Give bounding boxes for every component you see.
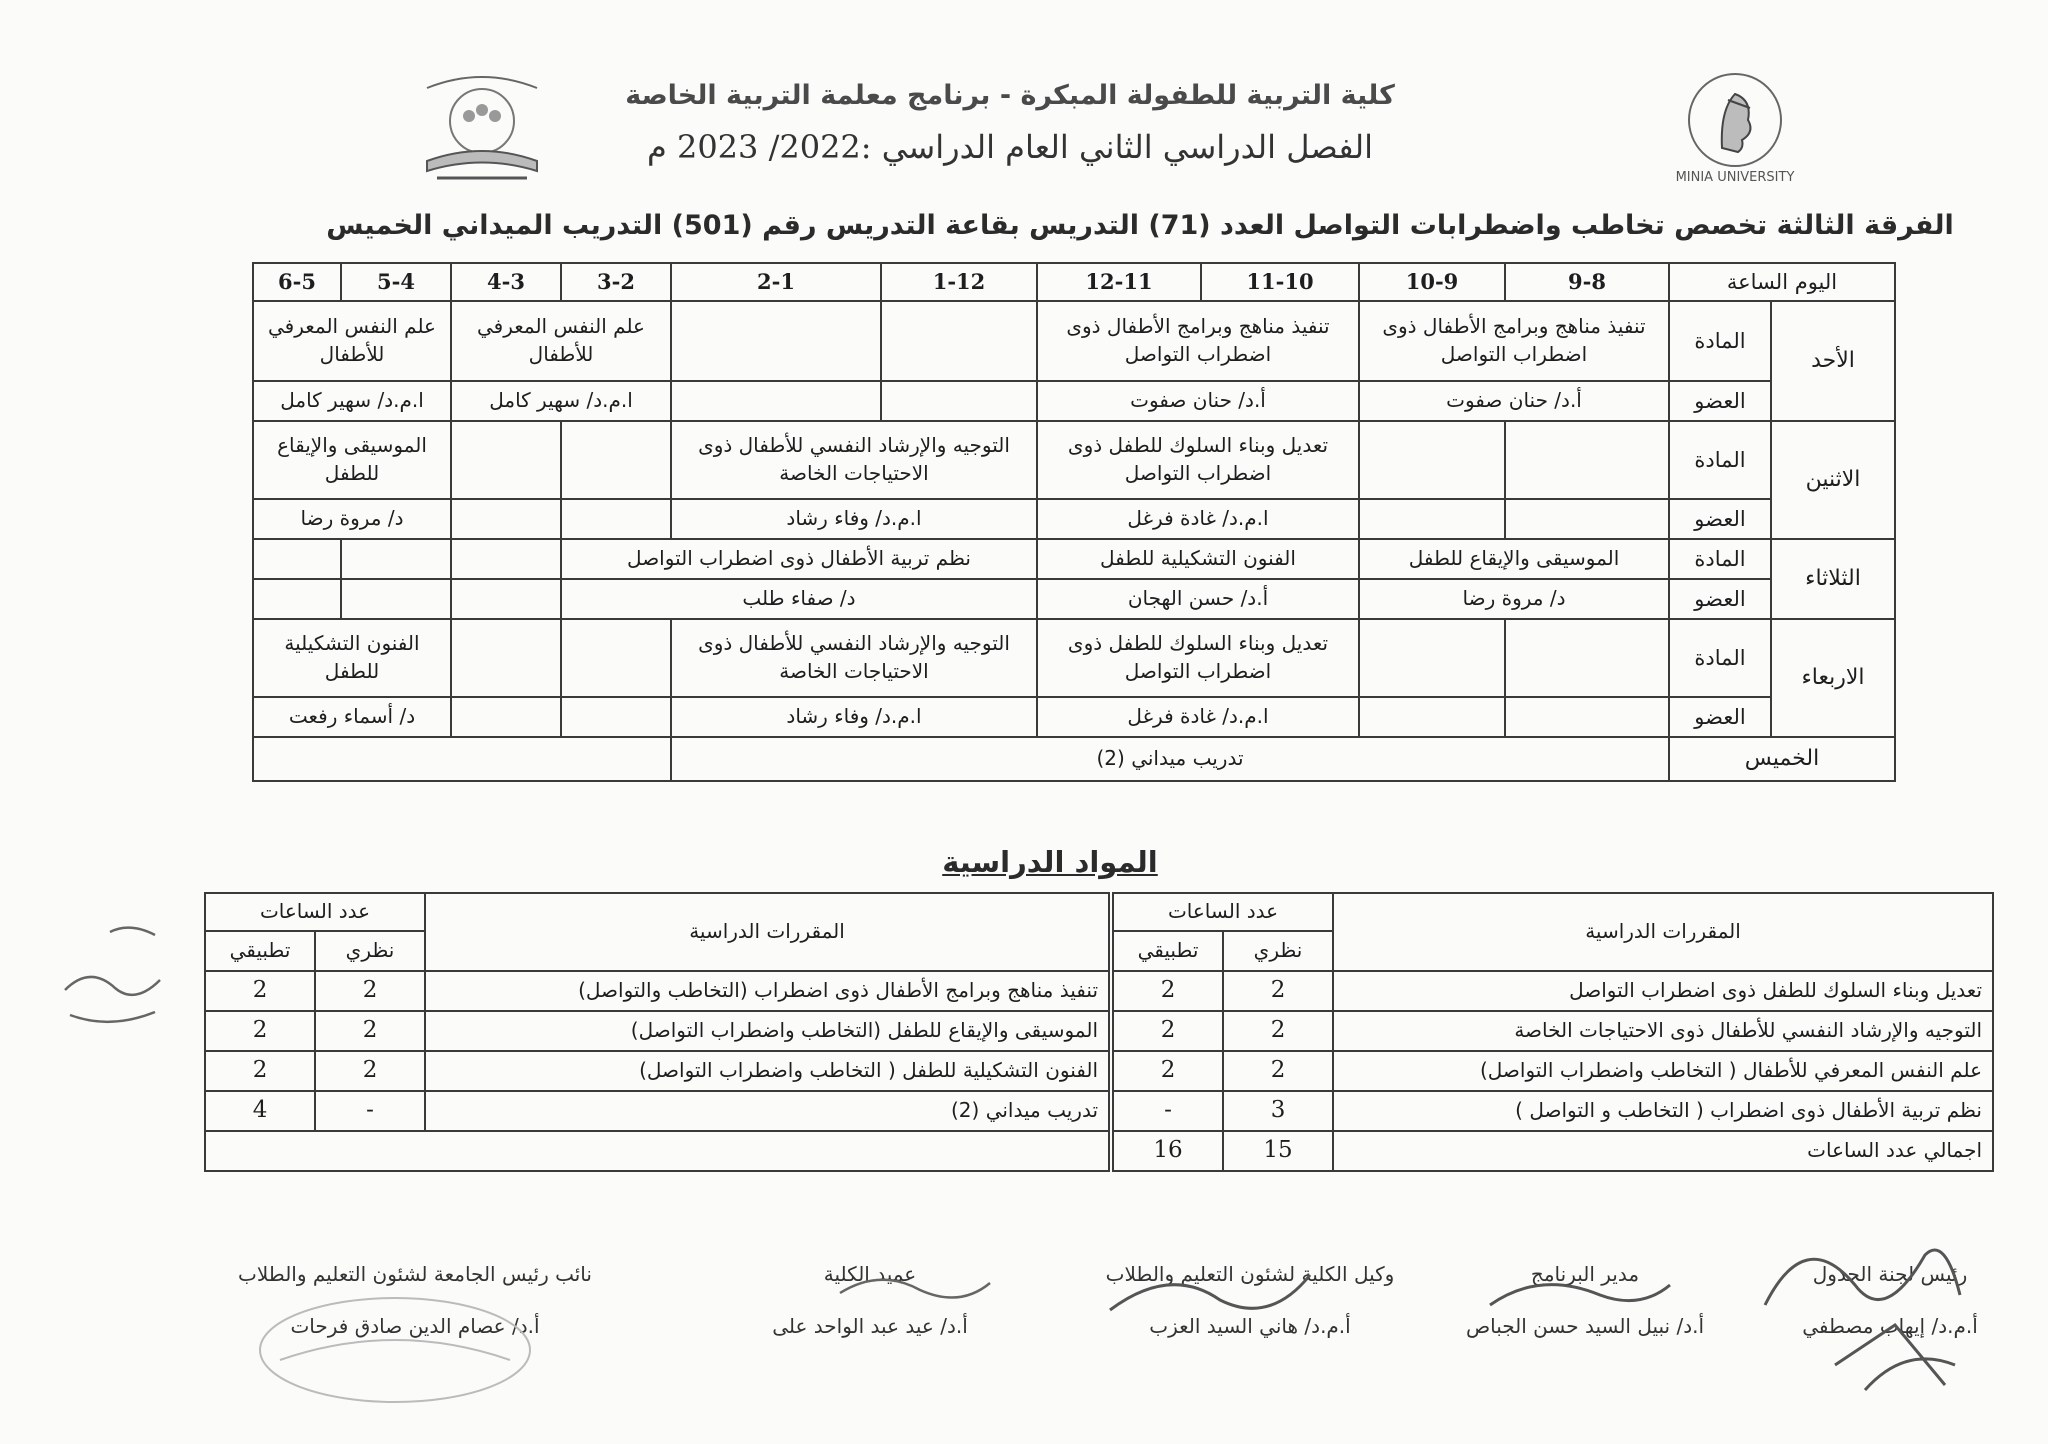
theory-hours: 2	[315, 971, 425, 1011]
signature-title: رئيس لجنة الجدول	[1812, 1262, 1968, 1286]
signature-name: أ.م.د/ إيهاب مصطفي	[1802, 1314, 1978, 1338]
row-label-subject: المادة	[1669, 619, 1771, 697]
table-row	[205, 1011, 1109, 1051]
slot-header: 2-1	[671, 263, 881, 301]
practical-header: تطبيقي	[1113, 931, 1223, 971]
schedule-cell: ا.م.د/ سهير كامل	[253, 381, 451, 421]
table-row	[205, 1051, 1109, 1091]
day-label-wednesday: الاربعاء	[1771, 619, 1895, 737]
day-label-sunday: الأحد	[1771, 301, 1895, 421]
empty-cell	[341, 539, 451, 579]
schedule-cell: د/ أسماء رفعت	[253, 697, 451, 737]
theory-header: نظري	[1223, 931, 1333, 971]
slot-header: 3-2	[561, 263, 671, 301]
schedule-cell: ا.م.د/ غادة فرغل	[1037, 697, 1359, 737]
empty-cell	[451, 579, 561, 619]
empty-cell	[1359, 697, 1505, 737]
handwritten-signature-icon	[1100, 1265, 1320, 1325]
empty-cell	[881, 381, 1037, 421]
schedule-cell: د/ صفاء طلب	[561, 579, 1037, 619]
empty-cell	[1505, 697, 1669, 737]
schedule-cell: د/ مروة رضا	[253, 499, 451, 539]
practical-hours: 2	[205, 1011, 315, 1051]
class-info-title: الفرقة الثالثة تخصص تخاطب واضطرابات التواصل العدد (71) التدريس بقاعة التدريس رقم (501) التدريب الميداني الخميس	[326, 210, 1954, 241]
stamp-icon	[250, 1290, 540, 1410]
empty-cell	[1359, 619, 1505, 697]
day-label-monday: الاثنين	[1771, 421, 1895, 539]
wednesday-subject-row	[253, 619, 1895, 697]
row-label-member: العضو	[1669, 579, 1771, 619]
empty-cell	[881, 301, 1037, 381]
schedule-cell: أ.د/ حنان صفوت	[1037, 381, 1359, 421]
header-college-program: كلية التربية للطفولة المبكرة - برنامج معلمة التربية الخاصة	[625, 80, 1395, 111]
schedule-cell: ا.م.د/ وفاء رشاد	[671, 697, 1037, 737]
row-label-subject: المادة	[1669, 421, 1771, 499]
sunday-subject-row	[253, 301, 1895, 381]
signature-title: وكيل الكلية لشئون التعليم والطلاب	[1105, 1262, 1395, 1286]
courses-table-left	[204, 892, 1110, 1172]
empty-row	[205, 1131, 1109, 1171]
theory-hours: 3	[1223, 1091, 1333, 1131]
schedule-header-row	[253, 263, 1895, 301]
course-name: نظم تربية الأطفال ذوى اضطراب ( التخاطب و التواصل )	[1333, 1091, 1993, 1131]
practical-hours: 2	[1113, 971, 1223, 1011]
theory-hours: 2	[315, 1051, 425, 1091]
schedule-cell: تدريب ميداني (2)	[671, 737, 1669, 781]
schedule-cell: تعديل وبناء السلوك للطفل ذوى اضطراب التواصل	[1037, 619, 1359, 697]
slot-header: 4-3	[451, 263, 561, 301]
empty-cell	[451, 697, 561, 737]
handwritten-signature-icon	[1480, 1265, 1680, 1325]
table-row	[1113, 1011, 1993, 1051]
schedule-cell: الفنون التشكيلية للطفل	[1037, 539, 1359, 579]
theory-hours: -	[315, 1091, 425, 1131]
signature-title: مدير البرنامج	[1530, 1262, 1640, 1286]
schedule-cell: ا.م.د/ وفاء رشاد	[671, 499, 1037, 539]
schedule-cell: الموسيقى والإيقاع للطفل	[1359, 539, 1669, 579]
schedule-cell: تعديل وبناء السلوك للطفل ذوى اضطراب التواصل	[1037, 421, 1359, 499]
empty-cell	[1359, 499, 1505, 539]
table-row	[1113, 1051, 1993, 1091]
practical-hours: 2	[205, 971, 315, 1011]
handwritten-signature-icon	[1745, 1215, 1985, 1395]
margin-handwriting-icon	[30, 920, 180, 1040]
course-name: تعديل وبناء السلوك للطفل ذوى اضطراب التواصل	[1333, 971, 1993, 1011]
total-label: اجمالي عدد الساعات	[1333, 1131, 1993, 1171]
signature-title: نائب رئيس الجامعة لشئون التعليم والطلاب	[238, 1262, 592, 1286]
handwritten-signature-icon	[830, 1268, 1000, 1308]
tuesday-member-row	[253, 579, 1895, 619]
empty-cell	[1359, 421, 1505, 499]
university-emblem-icon	[1680, 70, 1790, 170]
practical-hours: -	[1113, 1091, 1223, 1131]
row-label-subject: المادة	[1669, 301, 1771, 381]
schedule-cell: الموسيقى والإيقاع للطفل	[253, 421, 451, 499]
signature-title: عميد الكلية	[823, 1262, 917, 1286]
monday-subject-row	[253, 421, 1895, 499]
course-name: الفنون التشكيلية للطفل ( التخاطب واضطراب التواصل)	[425, 1051, 1109, 1091]
signature-name: أ.د/ عيد عبد الواحد على	[772, 1314, 968, 1338]
schedule-cell: نظم تربية الأطفال ذوى اضطراب التواصل	[561, 539, 1037, 579]
total-row	[1113, 1131, 1993, 1171]
corner-label: اليوم الساعة	[1669, 263, 1895, 301]
practical-hours: 2	[1113, 1051, 1223, 1091]
header-semester: الفصل الدراسي الثاني العام الدراسي :2022/ 2023 م	[646, 128, 1374, 166]
empty-cell	[451, 539, 561, 579]
schedule-cell: الفنون التشكيلية للطفل	[253, 619, 451, 697]
course-name: تدريب ميداني (2)	[425, 1091, 1109, 1131]
courses-header-row	[1113, 893, 1993, 931]
schedule-cell: التوجيه والإرشاد النفسي للأطفال ذوى الاحتياجات الخاصة	[671, 619, 1037, 697]
wednesday-member-row	[253, 697, 1895, 737]
course-name: علم النفس المعرفي للأطفال ( التخاطب واضطراب التواصل)	[1333, 1051, 1993, 1091]
empty-cell	[253, 737, 671, 781]
theory-header: نظري	[315, 931, 425, 971]
signature-name: أ.د/ عصام الدين صادق فرحات	[290, 1314, 540, 1338]
empty-cell	[671, 381, 881, 421]
course-name: التوجيه والإرشاد النفسي للأطفال ذوى الاحتياجات الخاصة	[1333, 1011, 1993, 1051]
monday-member-row	[253, 499, 1895, 539]
empty-cell	[205, 1131, 1109, 1171]
tuesday-subject-row	[253, 539, 1895, 579]
practical-hours: 2	[205, 1051, 315, 1091]
schedule-cell: ا.م.د/ غادة فرغل	[1037, 499, 1359, 539]
row-label-subject: المادة	[1669, 539, 1771, 579]
courses-header: المقررات الدراسية	[425, 893, 1109, 971]
table-row	[205, 971, 1109, 1011]
college-emblem-icon	[397, 66, 567, 186]
schedule-cell: علم النفس المعرفي للأطفال	[253, 301, 451, 381]
theory-hours: 2	[1223, 1011, 1333, 1051]
empty-cell	[561, 697, 671, 737]
theory-hours: 2	[1223, 1051, 1333, 1091]
schedule-cell: تنفيذ مناهج وبرامج الأطفال ذوى اضطراب التواصل	[1359, 301, 1669, 381]
theory-hours: 2	[315, 1011, 425, 1051]
slot-header: 6-5	[253, 263, 341, 301]
empty-cell	[253, 539, 341, 579]
total-practical: 16	[1113, 1131, 1223, 1171]
empty-cell	[451, 499, 561, 539]
empty-cell	[1505, 421, 1669, 499]
empty-cell	[561, 421, 671, 499]
slot-header: 10-9	[1359, 263, 1505, 301]
materials-title: المواد الدراسية	[942, 845, 1158, 879]
day-label-thursday: الخميس	[1669, 737, 1895, 781]
practical-hours: 4	[205, 1091, 315, 1131]
schedule-cell: التوجيه والإرشاد النفسي للأطفال ذوى الاحتياجات الخاصة	[671, 421, 1037, 499]
row-label-member: العضو	[1669, 697, 1771, 737]
university-logo	[1660, 70, 1810, 185]
slot-header: 5-4	[341, 263, 451, 301]
schedule-cell: أ.د/ حسن الهجان	[1037, 579, 1359, 619]
slot-header: 12-11	[1037, 263, 1201, 301]
empty-cell	[1505, 619, 1669, 697]
slot-header: 9-8	[1505, 263, 1669, 301]
empty-cell	[1505, 499, 1669, 539]
table-row	[1113, 1091, 1993, 1131]
courses-table-right	[1112, 892, 1994, 1172]
schedule-cell: علم النفس المعرفي للأطفال	[451, 301, 671, 381]
weekly-schedule-table	[252, 262, 1896, 782]
signature-name: أ.د/ نبيل السيد حسن الجباص	[1465, 1314, 1705, 1338]
slot-header: 1-12	[881, 263, 1037, 301]
course-name: الموسيقى والإيقاع للطفل (التخاطب واضطراب التواصل)	[425, 1011, 1109, 1051]
schedule-cell: أ.د/ حنان صفوت	[1359, 381, 1669, 421]
schedule-cell: د/ مروة رضا	[1359, 579, 1669, 619]
theory-hours: 2	[1223, 971, 1333, 1011]
courses-header: المقررات الدراسية	[1333, 893, 1993, 971]
empty-cell	[561, 499, 671, 539]
practical-hours: 2	[1113, 1011, 1223, 1051]
sunday-member-row	[253, 381, 1895, 421]
table-row	[205, 1091, 1109, 1131]
course-name: تنفيذ مناهج وبرامج الأطفال ذوى اضطراب (التخاطب والتواصل)	[425, 971, 1109, 1011]
total-theory: 15	[1223, 1131, 1333, 1171]
hours-header: عدد الساعات	[1113, 893, 1333, 931]
schedule-cell: تنفيذ مناهج وبرامج الأطفال ذوى اضطراب التواصل	[1037, 301, 1359, 381]
hours-header: عدد الساعات	[205, 893, 425, 931]
empty-cell	[341, 579, 451, 619]
university-logo-caption: MINIA UNIVERSITY	[1675, 170, 1795, 185]
signature-name: أ.م.د/ هاني السيد العزب	[1149, 1314, 1351, 1338]
practical-header: تطبيقي	[205, 931, 315, 971]
day-label-tuesday: الثلاثاء	[1771, 539, 1895, 619]
empty-cell	[253, 579, 341, 619]
slot-header: 11-10	[1201, 263, 1359, 301]
thursday-row	[253, 737, 1895, 781]
empty-cell	[451, 619, 561, 697]
empty-cell	[451, 421, 561, 499]
row-label-member: العضو	[1669, 499, 1771, 539]
row-label-member: العضو	[1669, 381, 1771, 421]
schedule-cell: ا.م.د/ سهير كامل	[451, 381, 671, 421]
empty-cell	[561, 619, 671, 697]
empty-cell	[671, 301, 881, 381]
courses-header-row	[205, 893, 1109, 931]
table-row	[1113, 971, 1993, 1011]
college-logo	[392, 66, 572, 186]
